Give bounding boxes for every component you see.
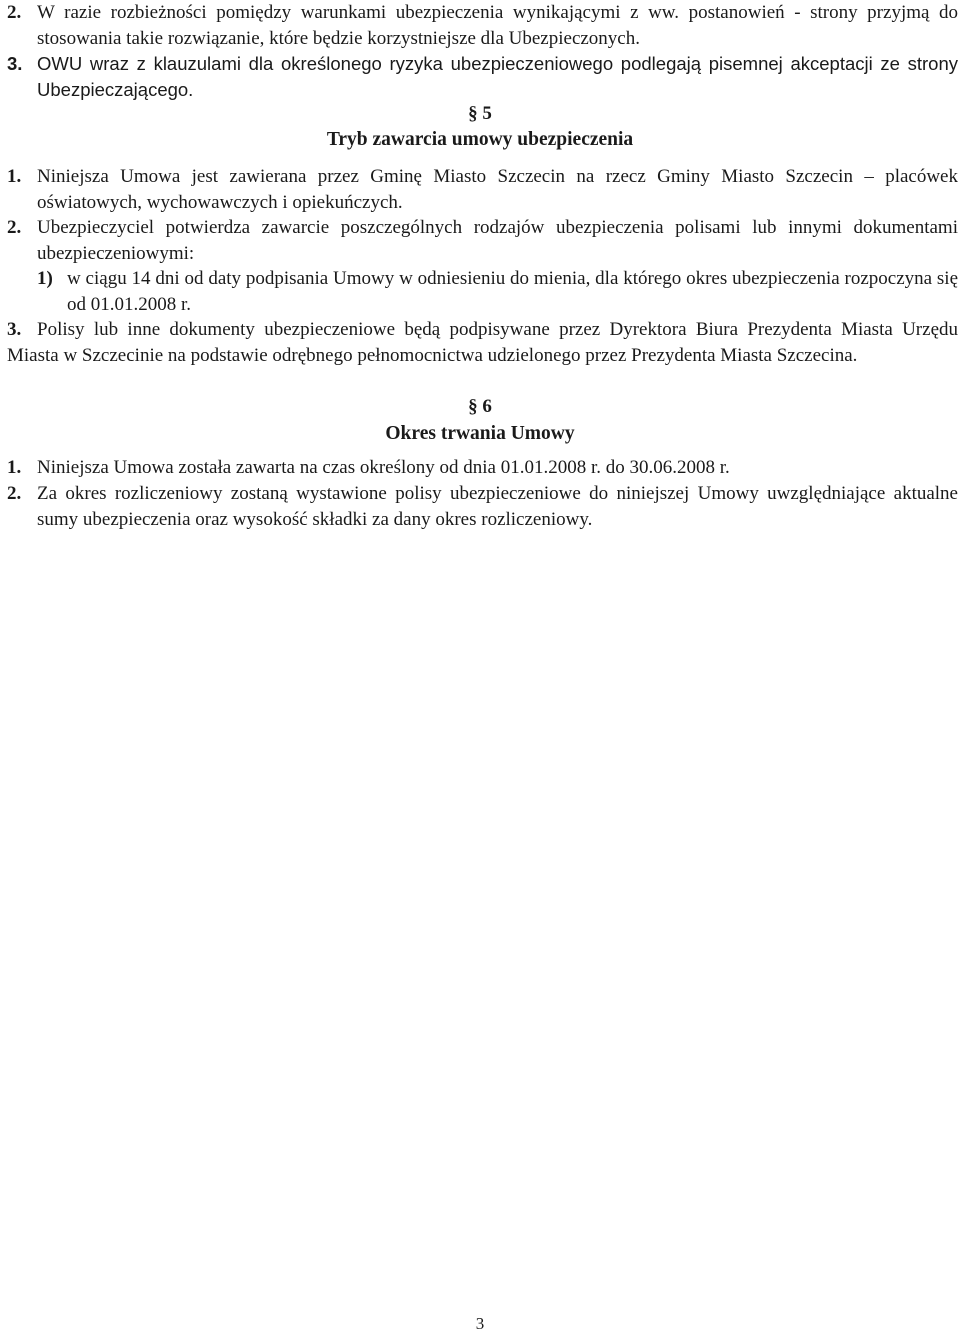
item-text: Niniejsza Umowa jest zawierana przez Gminę Miasto Szczecin na rzecz Gminy Miasto Szczecin – placówek oświatowych, wychowawczych i opiekuńczych.	[37, 166, 958, 213]
sub-item-number: 1)	[37, 268, 53, 289]
section-heading-6	[0, 396, 960, 418]
item-number: 2.	[7, 2, 22, 23]
section-title: Tryb zawarcia umowy ubezpieczenia	[326, 129, 634, 150]
sub-item	[37, 266, 958, 317]
paragraph-item	[7, 215, 958, 266]
paragraph-item	[7, 51, 958, 102]
item-number: 2.	[7, 217, 22, 238]
section-number: 6	[482, 396, 492, 417]
section-sign: §	[468, 396, 483, 417]
sub-item-text: w ciągu 14 dni od daty podpisania Umowy w odniesieniu do mienia, dla którego okres ubezpieczenia rozpoczyna się od 01.01.2008 r.	[67, 268, 958, 315]
page-number: 3	[475, 1314, 485, 1333]
paragraph-item	[7, 317, 958, 368]
item-text: Niniejsza Umowa została zawarta na czas określony od dnia 01.01.2008 r. do 30.06.2008 r.	[37, 457, 730, 478]
item-number: 1.	[7, 457, 22, 478]
section-heading-5	[0, 103, 960, 125]
item-text: Polisy lub inne dokumenty ubezpieczeniowe będą podpisywane przez Dyrektora Biura Prezydenta Miasta Urzędu Miasta w Szczecinie na podstawie odrębnego pełnomocnictwa udzielonego przez Prezydenta Miasta Szczecina.	[7, 319, 958, 366]
section-sign: §	[468, 103, 483, 124]
item-text: Ubezpieczyciel potwierdza zawarcie poszczególnych rodzajów ubezpieczenia polisami lub innymi dokumentami ubezpieczeniowymi:	[37, 217, 958, 264]
item-number: 2.	[7, 483, 22, 504]
section-title: Okres trwania Umowy	[385, 423, 575, 444]
item-text: OWU wraz z klauzulami dla określonego ryzyka ubezpieczeniowego podlegają pisemnej akceptacji ze strony Ubezpieczającego.	[37, 53, 958, 100]
paragraph-item	[7, 481, 958, 532]
item-number: 1.	[7, 166, 22, 187]
paragraph-item	[7, 164, 958, 215]
paragraph-item	[7, 0, 958, 51]
item-text: W razie rozbieżności pomiędzy warunkami ubezpieczenia wynikającymi z ww. postanowień - strony przyjmą do stosowania takie rozwiązanie, które będzie korzystniejsze dla Ubezpieczonych.	[37, 2, 958, 49]
section-number: 5	[482, 103, 492, 124]
item-text: Za okres rozliczeniowy zostaną wystawione polisy ubezpieczeniowe do niniejszej Umowy uwzględniające aktualne sumy ubezpieczenia oraz wysokość składki za dany okres rozliczeniowy.	[37, 483, 958, 530]
item-number: 3.	[7, 53, 23, 74]
item-number: 3.	[7, 319, 22, 340]
paragraph-item	[7, 455, 958, 481]
